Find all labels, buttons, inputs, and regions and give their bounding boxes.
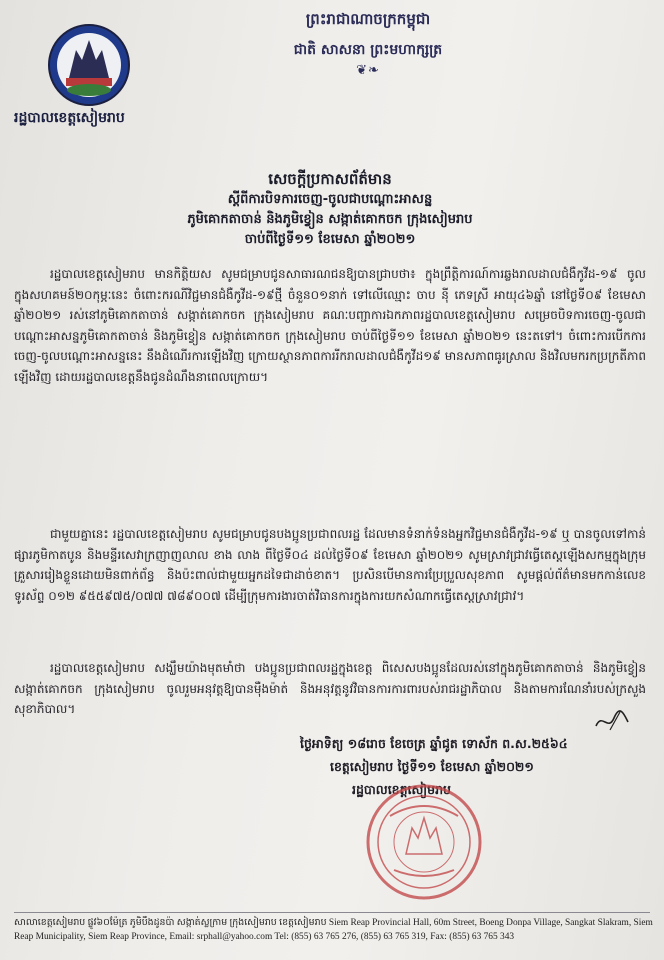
footer-address: សាលាខេត្តសៀមរាប ផ្លូវ៦០ម៉ែត្រ ភូមិបឹងដូនប៉ា សង្កាត់ស្លក្រាម ក្រុងសៀមរាប ខេត្តសៀមរាប Siem Reap Provincial Hall, 60m Street, Boeng Donpa Village, Sangkat Slakram, Siem Reap Municipality, Siem Reap Province, Email: srphall@yahoo.com Tel: (855) 63 765 276, (855) 63 765 319, Fax: (855) 63 765 343 bbox=[14, 918, 653, 942]
siem-reap-emblem-logo bbox=[44, 20, 134, 110]
title-line-1: សេចក្តីប្រកាសព័ត៌មាន bbox=[268, 170, 392, 188]
body-paragraph-2: ជាមួយគ្នានេះ រដ្ឋបាលខេត្តសៀមរាប សូមជម្រាបជូនបងប្អូនប្រជាពលរដ្ឋ ដែលមានទំនាក់ទំនងអ្នកវិជ្ជមានជំងឺកូវីដ-១៩ ឬ បានចូលទៅកាន់ ផ្សារភូមិកាតបូន និងមន្ទីរសេវាក្រញាញលាល ខាង លាង ពីថ្ងៃទី០៤ ដល់ថ្ងៃទី០៩ ខែមេសា ឆ្នាំ២០២១ សូមស្រាវជ្រាវធ្វើតេស្តឡើងសកម្មក្នុងក្រុមគ្រួសាររៀងខ្លួនដោយមិនពាក់ព័ន្ធ និងប៉ះពាល់ជាមួយអ្នកដទៃជាដាច់ខាត។ ប្រសិនបើមានការប្រែប្រួលសុខភាព សូមផ្ដល់ព័ត៌មានមកកាន់លេខទូរស័ព្ទ ០១២ ៩៥៥៩៧៥/០៧៧ ៧៨៩០០៧ ដើម្បីក្រុមការងារចាត់វិធានការក្នុងការយកសំណាកធ្វើតេស្តស្រាវជ្រាវ។ bbox=[14, 527, 646, 603]
solar-date: ខេត្តសៀមរាប ថ្ងៃទី១១ ខែមេសា ឆ្នាំ២០២១ bbox=[330, 759, 534, 774]
kingdom-title: ព្រះរាជាណាចក្រកម្ពុជា bbox=[305, 10, 431, 28]
lunar-date: ថ្ងៃអាទិត្យ ១៨រោច ខែចេត្រ ឆ្នាំជូត ទោស័ក ព.ស.២៥៦៤ bbox=[300, 736, 568, 751]
signatory: រដ្ឋបាលខេត្តសៀមរាប bbox=[352, 782, 451, 797]
title-line-4: ចាប់ពីថ្ងៃទី១១ ខែមេសា ឆ្នាំ២០២១ bbox=[244, 232, 416, 247]
title-line-2: ស្តីពីការបិទការចេញ-ចូលជាបណ្ដោះអាសន្ន bbox=[227, 192, 433, 207]
nation-religion-king: ជាតិ សាសនា ព្រះមហាក្សត្រ bbox=[293, 42, 443, 58]
signature-mark-icon bbox=[592, 708, 632, 734]
document-title bbox=[80, 168, 580, 250]
official-seal-icon bbox=[364, 782, 484, 902]
kingdom-motto bbox=[218, 10, 518, 78]
body-paragraph-1: រដ្ឋបាលខេត្តសៀមរាប មានកិត្តិយស សូមជម្រាបជូនសាធារណជនឱ្យបានជ្រាបថា៖ ក្នុងព្រឹត្តិការណ៍ការឆ្លងរាលដាលជំងឺកូវីដ-១៩ ចូលក្នុងសហគមន៍២០កុម្ភៈនេះ ចំពោះករណីវិជ្ជមានជំងឺកូវីដ-១៩ថ្មី ចំនួន០១នាក់ ទៅលើឈ្មោះ ចាប ន៉ី ភេទស្រី អាយុ៤៦ឆ្នាំ នៅថ្ងៃទី០៩ ខែមេសា ឆ្នាំ២០២១ រស់នៅភូមិគោកតាចាន់ សង្កាត់គោកចក ក្រុងសៀមរាប គណៈបញ្ជាការឯកភាពរដ្ឋបាលខេត្តសៀមរាប សម្រេចបិទការចេញ-ចូលជាបណ្ដោះអាសន្នភូមិគោកតាចាន់ និងភូមិខ្វៀន សង្កាត់គោកចក ក្រុងសៀមរាប ចាប់ពីថ្ងៃទី១១ ខែមេសា ឆ្នាំ២០២១ នេះតទៅ។ ចំពោះការបើកការចេញ-ចូលបណ្ដោះអាសន្ននេះ នឹងដំណើរការឡើងវិញ ក្រោយស្ថានភាពការរីករាលដាលជំងឺកូវីដ១៩ មានសភាពធូរស្រាល និងវិលមករកប្រក្រតីភាពឡើងវិញ ដោយរដ្ឋបាលខេត្តនឹងជូនដំណឹងនាពេលក្រោយ។ bbox=[14, 267, 646, 384]
footer-divider bbox=[14, 912, 650, 913]
body-paragraph-3: រដ្ឋបាលខេត្តសៀមរាប សង្ឃឹមយ៉ាងមុតមាំថា បងប្អូនប្រជាពលរដ្ឋក្នុងខេត្ត ពិសេសបងប្អូនដែលរស់នៅក្នុងភូមិគោកតាចាន់ និងភូមិខ្វៀន សង្កាត់គោកចក ក្រុងសៀមរាប ចូលរួមអនុវត្តឱ្យបានម៉ឺងម៉ាត់ និងអនុវត្តនូវវិធានការការពារបស់រាជរដ្ឋាភិបាល និងតាមការណែនាំរបស់ក្រសួងសុខាភិបាល។ bbox=[14, 661, 646, 716]
title-line-3: ភូមិគោកតាចាន់ និងភូមិខ្វៀន សង្កាត់គោកចក ក្រុងសៀមរាប bbox=[187, 212, 473, 227]
agency-name: រដ្ឋបាលខេត្តសៀមរាប bbox=[14, 110, 125, 126]
ornament-divider: ❦❧ bbox=[356, 63, 380, 78]
